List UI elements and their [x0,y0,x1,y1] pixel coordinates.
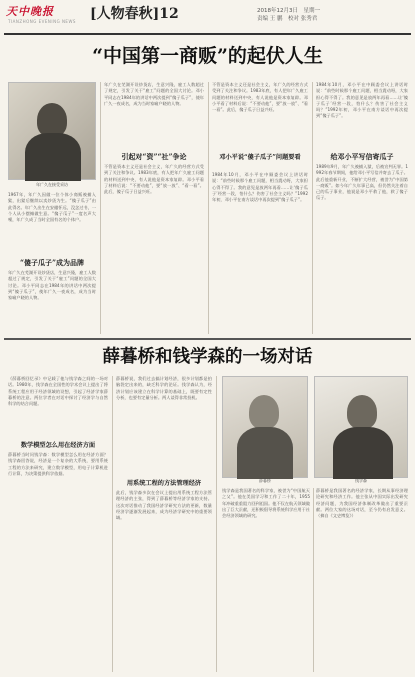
article-divider [4,338,411,340]
qian-xuesen-photo [314,376,408,478]
article1-col3-text: 1984年10月，邓小平在中顾委会议上讲话时说：“前些时候那个雇工问题，相当震动呀，大家担心得不得了。我的意见是放两年再看……让‘傻子瓜子’经营一段，怕什么？伤害了社会主义吗？”1992年初，邓小平在南方谈话中再次提到“傻子瓜子”。 [212,172,308,203]
article1-headline: “中国第一商贩”的起伏人生 [92,45,323,67]
article1-photo-caption: 年广久在接受采访 [36,182,68,187]
article2-headline: 薛暮桥和钱学森的一场对话 [102,347,313,367]
article2-col4-text: 薛暮桥是我国著名的经济学家，长期从事经济理论研究和经济工作。他主张从中国实际出发研究经济问题，为我国经济体制改革做出了重要贡献。两位大家的这场对话，至今仍有启发意义。（摘自《文史博览》） [316,488,408,519]
article2-col1b-text: 薛暮桥当时问钱学森：数学模型怎么用在经济方面？钱学森回答说，经济是一个复杂的大系统，要用系统工程的方法来研究，建立数学模型，用电子计算机进行计算，为决策提供科学依据。 [8,452,108,476]
article1-col1b-text: 年广久在芜湖开设炒货店，生意兴隆，雇工人数超过了规定，引发了关于“雇工”问题的全国大讨论。邓小平同志在1984年的讲话中两次提到“傻子瓜子”，使年广久一夜成名，成为当时家喻户晓的人物。 [8,270,96,301]
newspaper-logo-subtitle: TIANZHONG EVENING NEWS [8,19,76,24]
masthead [0,0,415,34]
article1-col2-text: 不管是资本主义还是社会主义，年广久的经营方式受到了关注和争议。1983年底，有人把年广久雇工问题的材料送到中央，有人说他是资本家复辟。邓小平看了材料后说：“不要动他”，要“放一放”、“看一看”。此后，傻子瓜子日益兴旺。 [104,164,204,195]
article2-col2b-text: 此后，钱学森多次在会议上提出用系统工程方法管理经济的主张，得到了薛暮桥等经济学家的支持。这次对话推动了我国经济学研究方法的更新，数量经济学逐渐发展起来，成为经济学研究中的重要领域。 [116,490,212,521]
article2-col1-text: 《薛暮桥回忆录》中记载了他与钱学森之间的一场对话。1980年，钱学森在全国性的学术会议上提出了将系统工程应用于经济领域的设想，引起了经济学家薛暮桥的注意。两位学者在对话中探讨了经济学与自然科学的结合问题。 [8,376,108,407]
article1-col3a-text: 不管是资本主义还是社会主义，年广久的经营方式受到了关注和争议。1983年底，有人把年广久雇工问题的材料送到中央，有人说他是资本家复辟。邓小平看了材料后说：“不要动他”，要“放一放”、“看一看”。此后，傻子瓜子日益兴旺。 [212,82,308,113]
issue-editors: 责编 王 鹏 校对 张秀君 [257,16,318,22]
xue-muqiao-caption: 薛暮桥 [259,478,271,483]
article1-col4-text: 1989年9月，年广久被捕入狱，后被宣判无罪。1992年春节期间，他给邓小平写信并寄去了瓜子。此后他重新开业，不断扩大经营，被誉为“中国第一商贩”。如今年广久年事已高，但仍然关注着自己的瓜子事业，他说是邓小平救了他，救了傻子瓜子。 [316,164,408,201]
article2-col2-text: 薛暮桥说，我们过去搞计划经济，很多计划都是拍脑袋定出来的，缺乏科学的论证。钱学森认为，经济计划应该建立在科学计算的基础上，既要有定性分析，也要有定量分析。两人谈得非常投机。 [116,376,212,400]
article1-subheading-3: 邓小平说“傻子瓜子”问题要看 [219,154,301,161]
article1-subheading-4: 给邓小平写信寄瓜子 [330,152,394,161]
article2-subheading-1: 数学模型怎么用在经济方面 [20,442,96,449]
article1-col4a-text: 1984年10月，邓小平在中顾委会议上讲话时说：“前些时候那个雇工问题，相当震动呀，大家担心得不得了。我的意见是放两年再看……让‘傻子瓜子’经营一段，怕什么？伤害了社会主义吗？”1992年初，邓小平在南方谈话中再次提到“傻子瓜子”。 [316,82,408,119]
article1-photo [8,82,96,180]
qian-xuesen-caption: 钱学森 [355,478,367,483]
article1-subheading-2: 引起对“资”“社”争论 [121,152,187,161]
section-title: [人物春秋]12 [90,6,179,22]
article1-col1-text: 1967年，年广久因做一位个体小商贩被捕入狱，出狱后继续以卖炒货为生。“傻子瓜子”由此得名。年广久出生在安徽怀远，没念过书，一个人从小摆摊做生意。“傻子瓜子”一度名声大噪，年广久成了当时全国有名的个体户。 [8,192,96,223]
article1-subheading-1: “傻子瓜子”成为品牌 [19,258,85,267]
article2-subheading-2: 用系统工程的方法管理经济 [126,480,202,487]
article2-col3-text: 钱学森是我国著名的科学家，被誉为“中国航天之父”。他在美国学习和工作了二十年，1955年冲破重重阻力回到祖国。他不仅在航天领域做出了巨大贡献，还积极倡导将系统科学应用于社会经济领域的研究。 [222,488,310,519]
masthead-rule [4,33,411,35]
xue-muqiao-photo [222,376,308,478]
issue-meta [257,7,407,23]
article1-col2a-text: 年广久在芜湖开设炒货店，生意兴隆，雇工人数超过了规定，引发了关于“雇工”问题的全国大讨论。邓小平同志在1984年的讲话中两次提到“傻子瓜子”，使年广久一夜成名，成为当时家喻户晓的人物。 [104,82,204,106]
issue-date: 2018年12月3日 星期一 [257,8,320,14]
newspaper-logo: 天中晚报 [6,5,54,18]
